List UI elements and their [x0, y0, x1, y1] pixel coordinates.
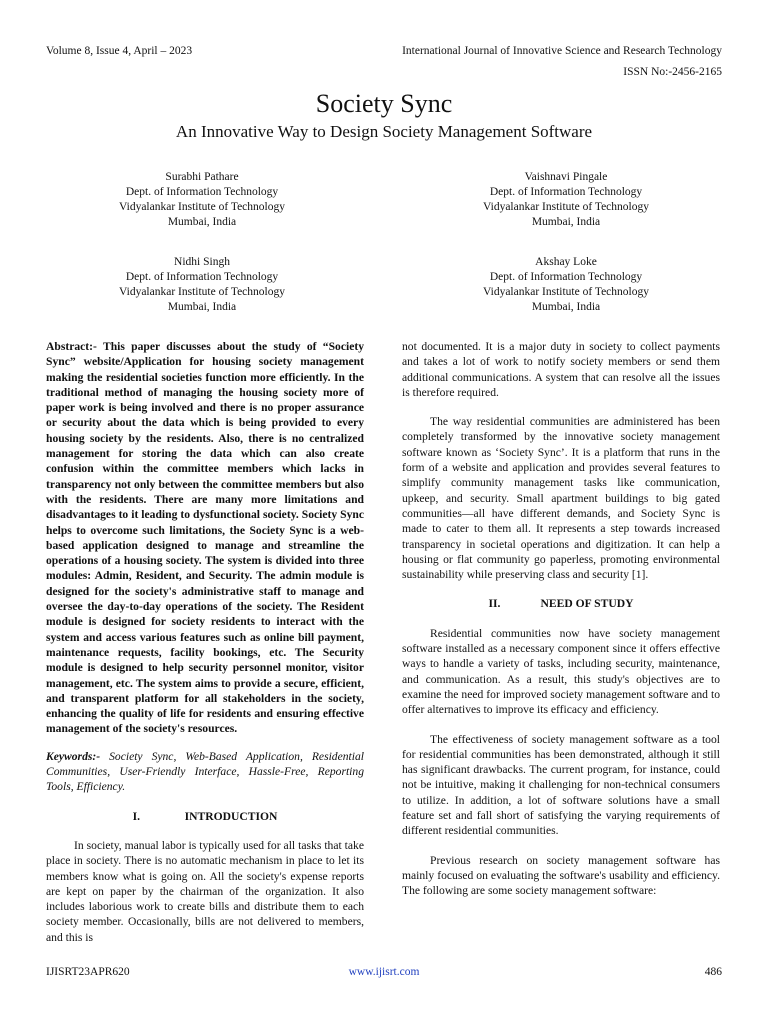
- author-dept: Dept. of Information Technology: [125, 186, 279, 198]
- author-institute: Vidyalankar Institute of Technology: [119, 286, 285, 298]
- paragraph: not documented. It is a major duty in society to collect payments and takes a lot of work to notify society members or send them additional communications. A system that can resolve all the issues is therefore required.: [402, 340, 720, 399]
- author-institute: Vidyalankar Institute of Technology: [119, 201, 285, 213]
- paragraph: In society, manual labor is typically used for all tasks that take place in society. There is no automatic mechanism in place to let its members know what is going on. All the society's expense reports are kept on paper by the chairman of the organization. It also includes laborious work to create bills and distribute them to each society member. Occasionally, bills are not delivered to members, and this is: [46, 838, 364, 944]
- author-institute: Vidyalankar Institute of Technology: [483, 201, 649, 213]
- footer-page-number: 486: [704, 966, 722, 978]
- paragraph: The way residential communities are administered has been completely transformed by the innovative society management software known as ‘Society Sync’. It is a platform that runs in the form of a website and application and provides several features to simplify community management tasks like communication, upkeep, and security. Small apartment buildings to big gated communities—all have different demands, and Society Sync is made to cater to them all. It represents a step towards increased transparency in societal operations and digitization. It can help a housing or flat community go paperless, promoting environmental sustainability while preserving class and security [1].: [402, 415, 720, 582]
- paragraph: Previous research on society management software has mainly focused on evaluating the software's usability and efficiency. The following are some society management software:: [402, 853, 720, 898]
- author-name: Vaishnavi Pingale: [524, 171, 608, 183]
- right-column: [402, 339, 720, 899]
- footer-website-link[interactable]: www.ijisrt.com: [348, 966, 420, 978]
- keywords-text: Society Sync, Web-Based Application, Residential Communities, User-Friendly Interface, Hassle-Free, Reporting Tools, Efficiency.: [46, 749, 364, 794]
- paper-subtitle: An Innovative Way to Design Society Management Software: [175, 122, 593, 141]
- abstract: Abstract:- This paper discusses about the study of “Society Sync” website/Application for housing society management making the residential societies function more efficiently. In the traditional method of managing the housing society more of paper work is being involved and there is no proper assurance or security about the data which is being provided to every housing society by the residents. Also, there is no centralized management for storing the data which can also create confusion within the committee members which lacks in transparency not only between the committee members but also with the residents. There are many more limitations and disadvantages to it leading to dysfunctional society. Society Sync helps to overcome such limitations, the Society Sync is a web-based application designed to manage and streamline the operations of a housing society. The system is divided into three modules: Admin, Resident, and Security. The admin module is designed for the society's administrative staff to manage and oversee the day-to-day operations of the society. The Resident module is designed for society residents to interact with the system and access various features such as online bill payment, maintenance requests, facility bookings, etc. The Security module is designed to help security personnel monitor, visitor management, etc. The system aims to provide a secure, efficient, and transparent platform for all stakeholders in the society, enhancing the quality of life for residents and ensuring effective management of the society's resources.: [46, 340, 364, 736]
- author-block: [436, 255, 696, 315]
- paragraph: Residential communities now have society management software installed as a necessary component since it offers effective ways to handle a variety of tasks, including security, maintenance, and communication. As a result, this study's objectives are to examine the need for improved society management software and to offer alternatives to improve its efficacy and efficiency.: [402, 626, 720, 717]
- author-dept: Dept. of Information Technology: [489, 186, 643, 198]
- header-journal: International Journal of Innovative Science and Research Technology: [402, 45, 722, 57]
- author-city: Mumbai, India: [531, 301, 601, 313]
- left-column: [46, 339, 364, 945]
- author-city: Mumbai, India: [531, 216, 601, 228]
- author-name: Nidhi Singh: [174, 256, 230, 268]
- header-issn: ISSN No:-2456-2165: [623, 66, 722, 78]
- section-title: NEED OF STUDY: [540, 597, 634, 611]
- section-number: I.: [132, 809, 141, 823]
- section-title: INTRODUCTION: [184, 809, 278, 823]
- author-city: Mumbai, India: [167, 301, 237, 313]
- author-dept: Dept. of Information Technology: [489, 271, 643, 283]
- author-dept: Dept. of Information Technology: [125, 271, 279, 283]
- author-city: Mumbai, India: [167, 216, 237, 228]
- author-name: Surabhi Pathare: [165, 171, 239, 183]
- keywords-label: Keywords:-: [46, 749, 101, 763]
- section-heading-need-of-study: [402, 596, 720, 611]
- author-institute: Vidyalankar Institute of Technology: [483, 286, 649, 298]
- author-block: [436, 170, 696, 230]
- header-volume: Volume 8, Issue 4, April – 2023: [46, 45, 193, 57]
- author-block: [72, 170, 332, 230]
- section-heading-introduction: [46, 809, 364, 824]
- paragraph: The effectiveness of society management software as a tool for residential communities has been demonstrated, although it still has significant drawbacks. The current program, for instance, could not be intuitive, making it challenging for non-technical consumers to utilize. In addition, a lot of software solutions have a small feature set and fall short of satisfying the varying requirements of different residential communities.: [402, 732, 720, 838]
- section-number: II.: [488, 597, 501, 611]
- footer-paper-id: IJISRT23APR620: [46, 966, 130, 978]
- paper-title: Society Sync: [315, 89, 453, 118]
- author-name: Akshay Loke: [535, 256, 597, 268]
- keywords: [46, 749, 364, 795]
- author-block: [72, 255, 332, 315]
